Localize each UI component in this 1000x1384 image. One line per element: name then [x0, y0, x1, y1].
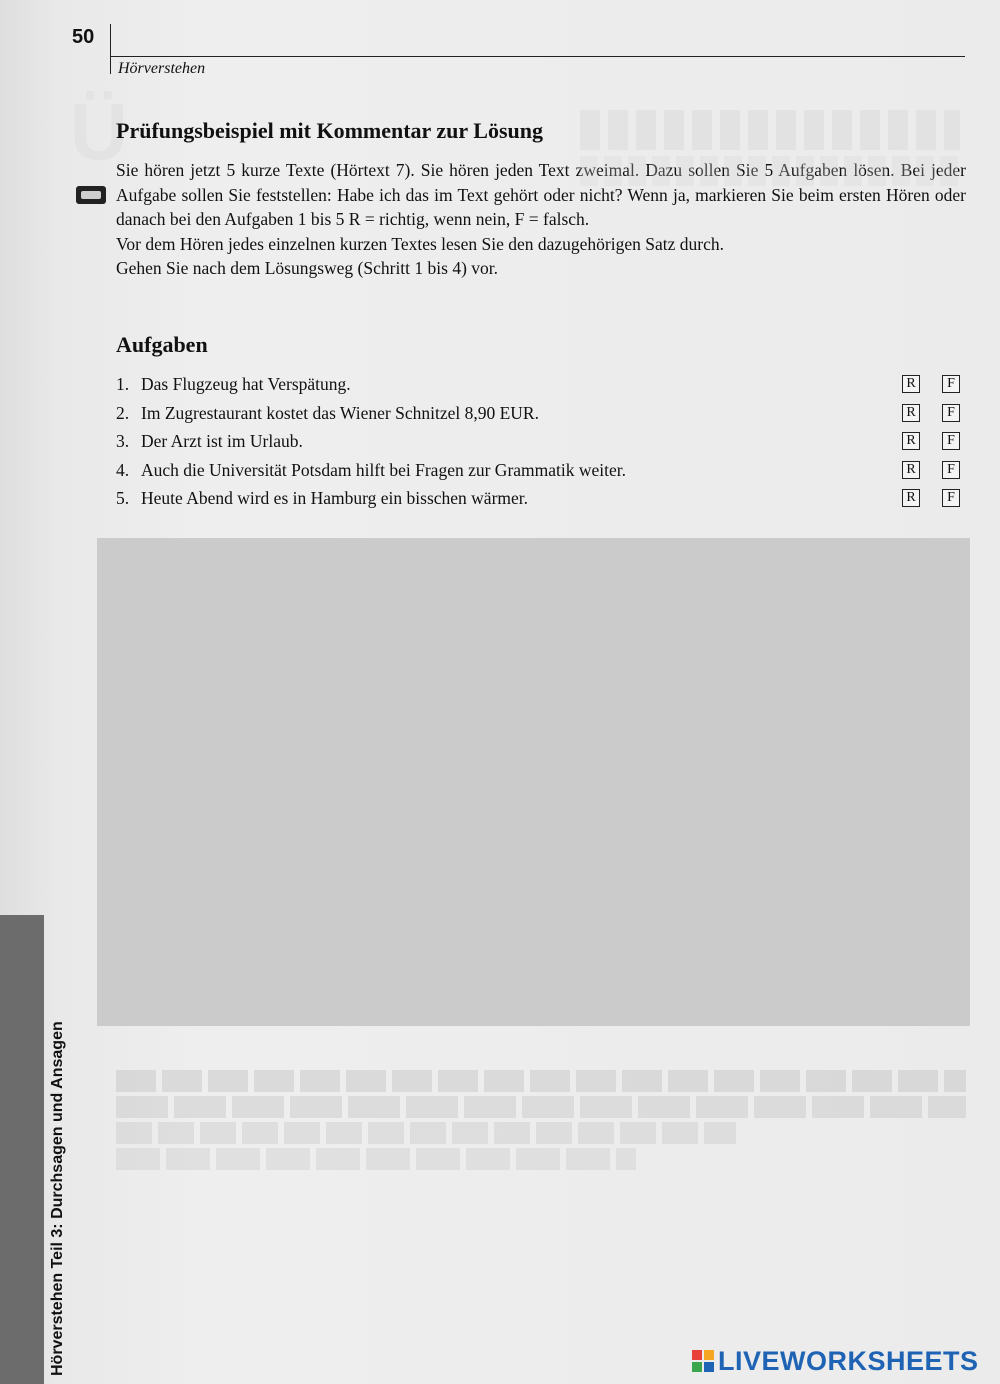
falsch-checkbox[interactable]: F: [942, 432, 960, 450]
cassette-icon: [76, 186, 106, 204]
section-title: Hörverstehen: [118, 60, 206, 77]
task-number: 4.: [116, 459, 130, 480]
richtig-checkbox[interactable]: R: [902, 432, 920, 450]
uebung-icon: Ü: [70, 87, 128, 176]
richtig-checkbox[interactable]: R: [902, 461, 920, 479]
falsch-checkbox[interactable]: F: [942, 461, 960, 479]
richtig-checkbox[interactable]: R: [902, 489, 920, 507]
task-text: Das Flugzeug hat Verspätung.: [141, 374, 351, 394]
richtig-checkbox[interactable]: R: [902, 375, 920, 393]
falsch-checkbox[interactable]: F: [942, 489, 960, 507]
instructions-paragraph: Sie hören jetzt 5 kurze Texte (Hörtext 7). Sie hören jeden Text zweimal. Dazu sollen Sie 5 Aufgaben lösen. Bei jeder Aufgabe sollen Sie feststellen: Habe ich das im Text gehört oder nicht? Wenn ja, markieren Sie beim ersten Hören oder danach bei den Aufgaben 1 bis 5 R = richtig, wenn nein, F = falsch.: [116, 160, 966, 229]
instructions-line: Vor dem Hören jedes einzelnen kurzen Textes lesen Sie den dazugehörigen Satz durch.: [116, 233, 724, 254]
falsch-checkbox[interactable]: F: [942, 375, 960, 393]
task-text: Der Arzt ist im Urlaub.: [141, 431, 303, 451]
page-number: 50: [72, 26, 95, 48]
task-number: 1.: [116, 374, 130, 394]
task-number: 5.: [116, 488, 130, 508]
task-number: 2.: [116, 402, 130, 423]
tasks-heading: Aufgaben: [116, 332, 208, 357]
liveworksheets-logo[interactable]: [692, 1346, 979, 1376]
task-text: Heute Abend wird es in Hamburg ein bisschen wärmer.: [141, 488, 529, 508]
bleed-through-lines: [116, 1070, 966, 1170]
task-text: Auch die Universität Potsdam hilft bei Fragen zur Grammatik weiter.: [141, 459, 627, 480]
instructions-line: Gehen Sie nach dem Lösungsweg (Schritt 1 bis 4) vor.: [116, 258, 499, 278]
richtig-checkbox[interactable]: R: [902, 404, 920, 422]
falsch-checkbox[interactable]: F: [942, 404, 960, 422]
task-text: Im Zugrestaurant kostet das Wiener Schnitzel 8,90 EUR.: [141, 402, 539, 423]
task-number: 3.: [116, 431, 130, 451]
answer-overlay-area: [97, 538, 970, 1026]
logo-squares-icon: [692, 1350, 714, 1372]
header-rule: [110, 56, 965, 57]
side-tab: [0, 915, 44, 1384]
logo-text: LIVEWORKSHEETS: [718, 1345, 979, 1376]
side-tab-label: Hörverstehen Teil 3: Durchsagen und Ansagen: [49, 1021, 66, 1376]
page-heading: Prüfungsbeispiel mit Kommentar zur Lösung: [116, 118, 543, 143]
bleed-through-text: [580, 104, 960, 534]
header-divider: [110, 24, 111, 74]
